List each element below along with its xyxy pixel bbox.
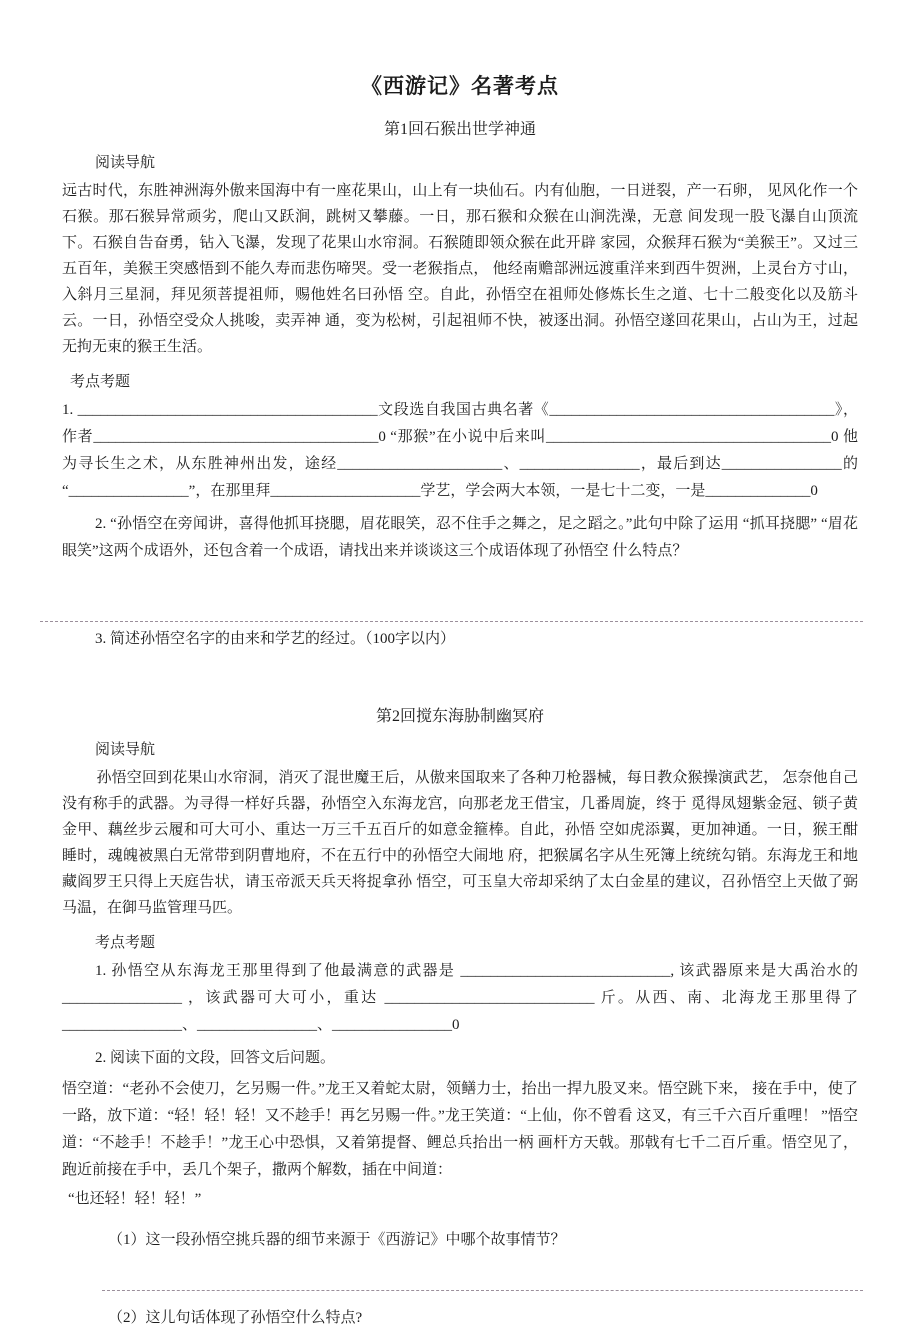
chapter1-question-1: 1. ________________________________________文段选自我国古典名著《______________________________________》，作者______________________________________0 “那猴”在小说中后来叫______________________________________0 他为寻长生之术，从东胜神州出发，途经______________________、________________，最后到达________________的 “________________”，在那里拜____________________学艺，学会两大本领，一是七十二变，一是______________0	[62, 402, 858, 499]
chapter2-question-2-passage: 悟空道：“老孙不会使刀，乞另赐一件。”龙王又着蛇太尉，领鳝力士，抬出一捍九股叉来。悟空跳下来， 接在手中，使了一路，放下道：“轻！轻！轻！又不趁手！再乞另赐一件。”龙王笑道：“上仙，你不曾看 这叉，有三千六百斤重哩！ ”悟空道：“不趁手！不趁手！”龙王心中恐惧，又着第提督、鲤总兵抬出一柄 画杆方天戟。那戟有七千二百斤重。悟空见了，跑近前接在手中，丢几个架子，撒两个解数，插在中间道：	[62, 1081, 858, 1178]
chapter2-exam-label: 考点考题	[95, 935, 156, 951]
chapter2-sub-question-1: （1）这一段孙悟空挑兵器的细节来源于《西游记》中哪个故事情节？	[108, 1232, 566, 1248]
chapter2-question-1: 1. 孙悟空从东海龙王那里得到了他最满意的武器是 ____________________________, 该武器原来是大禹治水的 ________________ ，该武器可大可小，重达 ____________________________ 斤。从西、南、北海龙王那里得了 ________________、________________、________________0	[62, 963, 858, 1033]
chapter2-passage-quote-line: “也还轻！轻！轻！”	[68, 1191, 202, 1207]
chapter2-sub-question-2: （2）这儿句话体现了孙悟空什么特点?	[108, 1310, 363, 1325]
chapter2-intro-paragraph: 孙悟空回到花果山水帘洞，消灭了混世魔王后，从傲来国取来了各种刀枪器械，每日教众猴操演武艺， 怎奈他自己没有称手的武器。为寻得一样好兵器，孙悟空入东海龙宫，向那老龙王借宝，几番周旋，终于 觅得凤翅紫金冠、锁子黄金甲、藕丝步云履和可大可小、重达一万三千五百斤的如意金箍棒。自此，孙悟 空如虎添翼，更加神通。一日，猴王酣睡时，魂魄被黑白无常带到阴曹地府，不在五行中的孙悟空大闹地 府，把猴属名字从生死簿上统统勾销。东海龙王和地藏阎罗王只得上天庭告状，请玉帝派天兵天将捉拿孙 悟空，可玉皇大帝却采纳了太白金星的建议，召孙悟空上天做了弼马温，在御马监管理马匹。	[62, 770, 858, 916]
chapter1-question-2: 2. “孙悟空在旁闻讲，喜得他抓耳挠腮，眉花眼笑，忍不住手之舞之，足之蹈之。”此句中除了运用 “抓耳挠腮” “眉花眼笑”这两个成语外，还包含着一个成语，请找出来并谈谈这三个成语体现了孙悟空 什么特点？	[62, 516, 858, 559]
chapter1-question-3: 3. 简述孙悟空名字的由来和学艺的经过。（100字以内）	[95, 631, 456, 647]
answer-divider-line	[40, 621, 863, 622]
chapter1-title: 第1回石猴出世学神通	[383, 121, 536, 138]
document-title: 《西游记》名著考点	[361, 74, 559, 98]
answer-divider-line	[102, 1290, 863, 1291]
chapter1-reading-nav-label: 阅读导航	[95, 155, 156, 171]
chapter2-question-2-intro: 2. 阅读下面的文段，回答文后问题。	[95, 1050, 336, 1066]
chapter1-exam-label: 考点考题	[70, 374, 131, 390]
chapter1-intro-paragraph: 远古时代，东胜神洲海外傲来国海中有一座花果山，山上有一块仙石。内有仙胞，一日迸裂，产一石卵， 见风化作一个石猴。那石猴异常顽劣，爬山又跃涧，跳树又攀藤。一日，那石猴和众猴在山涧洗澡，无意 间发现一股飞瀑自山顶流下。石猴自告奋勇，钻入飞瀑，发现了花果山水帘洞。石猴随即领众猴在此开辟 家园，众猴拜石猴为“美猴王”。又过三五百年，美猴王突感悟到不能久寿而悲伤啼哭。受一老猴指点， 他经南赡部洲远渡重洋来到西牛贺洲，上灵台方寸山，入斜月三星洞，拜见须菩提祖师，赐他姓名曰孙悟 空。自此，孙悟空在祖师处修炼长生之道、七十二般变化以及筋斗云。一日，孙悟空受众人挑唆，卖弄神 通，变为松树，引起祖师不快，被逐出洞。孙悟空遂回花果山，占山为王，过起无拘无束的猴王生活。	[62, 183, 858, 355]
chapter2-reading-nav-label: 阅读导航	[95, 742, 156, 758]
chapter2-title: 第2回搅东海胁制幽冥府	[375, 708, 544, 725]
